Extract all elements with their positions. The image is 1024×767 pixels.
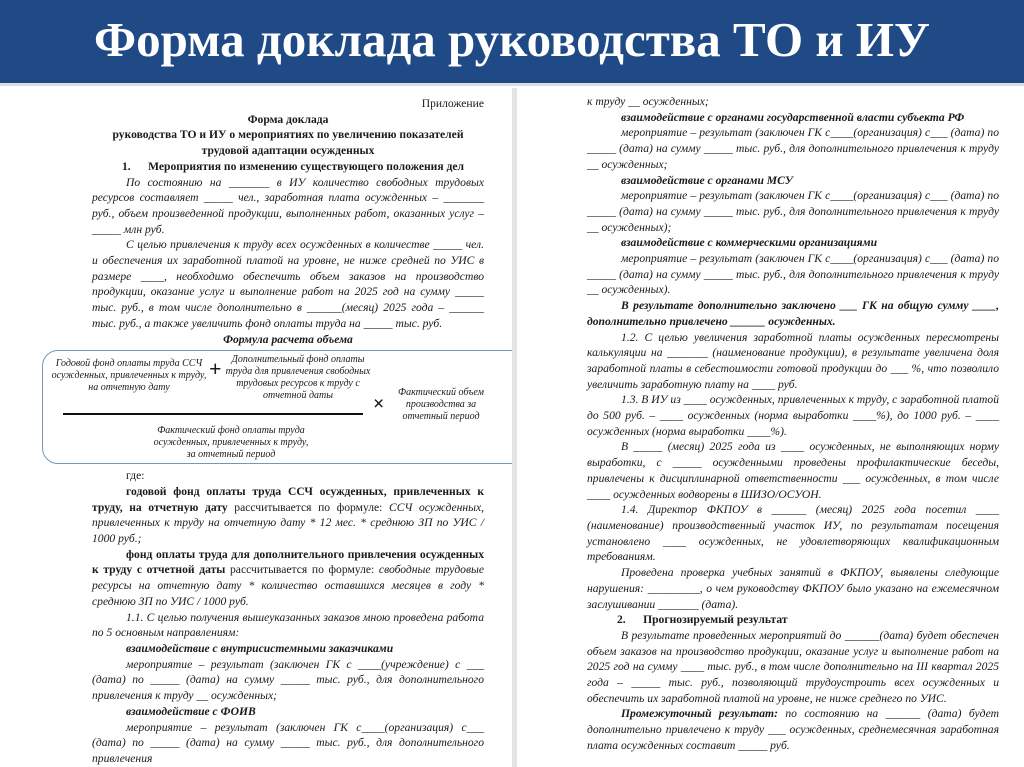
slide-header: [0, 0, 1024, 86]
text-run: Формула расчета объема: [223, 332, 353, 346]
formula-box: [42, 350, 512, 464]
text-run: С целью привлечения к труду всех осужденных в количестве _____ чел. и обеспечения их заработной платой на уровне, не ниже средней по УИС в размере ____, необходимо обеспечить объем заказов на производство продукции, оказание услуг и выполнение работ на 2025 год на сумму _____ тыс. руб., в том числе дополнительно в ______(месяц) 2025 года – ______ тыс. руб., а также увеличить фонд оплаты труда на _____ тыс. руб.: [92, 238, 484, 330]
text-run: свободные трудовые ресурсы на отчетную дату * количество оставшихся месяцев в году * среднюю ЗП по УИС / 1000 руб.: [92, 563, 485, 608]
document-page-left: [18, 88, 512, 767]
text-run: взаимодействие с органами государственной власти субъекта РФ: [621, 110, 965, 124]
text-run: взаимодействие с органами МСУ: [621, 173, 793, 187]
paragraph: [92, 175, 484, 238]
document-text-right: [587, 94, 999, 754]
formula-multiplier: Фактический объем производства за отчетный период: [398, 387, 484, 423]
paragraph: [92, 610, 484, 641]
paragraph: [92, 237, 484, 331]
paragraph: [587, 110, 999, 126]
paragraph: [587, 188, 999, 235]
paragraph: [92, 484, 484, 547]
paragraph: [92, 657, 484, 704]
text-run: 1.4. Директор ФКПОУ в ______ (месяц) 2025 года посетил ____ (наименование) производственный участок ИУ, по результатам посещения установлено ____ осужденных, не удовлетворяющих квалификационным требованиям.: [587, 503, 999, 564]
paragraph: [587, 628, 999, 707]
formula-numerator-left: Годовой фонд оплаты труда ССЧ осужденных, привлеченных к труду, на отчетную дату: [51, 358, 207, 394]
paragraph: [587, 235, 999, 251]
text-run: мероприятие – результат (заключен ГК с____(организация) с___ (дата) по _____ (дата) на сумму _____ тыс. руб., для дополнительного привлечения к труду __ осужденных;: [587, 126, 999, 171]
paragraph: [587, 706, 999, 753]
text-run: где:: [126, 469, 145, 483]
document-text-left: [51, 96, 485, 767]
paragraph: [92, 96, 484, 112]
text-run: 2. Прогнозируемый результат: [617, 613, 788, 627]
paragraph: [92, 332, 484, 348]
text-run: к труду __ осужденных;: [587, 95, 709, 108]
paragraph: [587, 330, 999, 393]
text-run: мероприятие – результат (заключен ГК с____(организация) с___ (дата) по _____ (дата) на сумму _____ тыс. руб., для дополнительного привлечения к труду __ осужденных);: [587, 189, 999, 234]
paragraph: [587, 392, 999, 439]
paragraph: [92, 112, 484, 128]
paragraph: [587, 439, 999, 502]
text-run: мероприятие – результат (заключен ГК с____(организация) с___ (дата) по _____ (дата) на сумму _____ тыс. руб., для дополнительного привлечения к труду __ осужденных).: [587, 252, 999, 297]
text-run: Промежуточный результат:: [621, 707, 786, 721]
text-run: фонд оплаты труда для дополнительного привлечения осужденных к труду с отчетной даты: [92, 547, 484, 577]
formula-denominator: Фактический фонд оплаты труда осужденных, привлеченных к труду, за отчетный период: [153, 425, 309, 461]
text-run: 1.3. В ИУ из ____ осужденных, привлеченных к труду, с заработной платой до 500 руб. – ____ осужденных (норма выработки ____%), до 1000 руб. – ____ осужденных (норма выработки ____%).: [587, 393, 999, 438]
text-run: В результате дополнительно заключено ___ ГК на общую сумму ____, дополнительно привлечено ______ осужденных.: [587, 299, 999, 328]
paragraph: [92, 159, 484, 175]
paragraph-group-1: [92, 96, 484, 347]
text-run: годовой фонд оплаты труда ССЧ осужденных, привлеченных к труду, на отчетную дату: [92, 484, 484, 514]
paragraph-group-2: [92, 468, 484, 766]
text-run: ССЧ осужденных, привлеченных к труду на отчетную дату * 12 мес. * среднюю ЗП по УИС / 1000 руб.;: [92, 500, 484, 546]
slide-title: Форма доклада руководства ТО и ИУ: [94, 12, 930, 67]
text-run: Приложение: [421, 97, 484, 110]
paragraph: [92, 720, 484, 767]
paragraph: [587, 502, 999, 565]
text-run: взаимодействие с коммерческими организациями: [621, 236, 878, 250]
paragraph: [587, 298, 999, 329]
text-run: по состоянию на ______ (дата) будет дополнительно привлечено к труду ___ осужденных, среднемесячная заработная плата осужденных составит _____ руб.: [587, 707, 999, 752]
text-run: Проведена проверка учебных занятий в ФКПОУ, выявлены следующие нарушения: _________, о чем руководству ФКПОУ было указано на ежемесячном заслушивании _______ (дата).: [587, 566, 999, 611]
paragraph: [92, 547, 484, 610]
text-run: мероприятие – результат (заключен ГК с____(организация) с___ (дата) по _____ (дата) на сумму _____ тыс. руб., для дополнительного привлечения: [92, 720, 484, 765]
text-run: рассчитывается по формуле:: [227, 500, 390, 514]
text-run: По состоянию на _______ в ИУ количество свободных трудовых ресурсов составляет _____ чел., заработная плата осужденных – _______ руб., объем произведенной продукции, выполненных работ, оказанных услуг – _____ млн руб.: [92, 175, 484, 236]
paragraph: [92, 704, 484, 720]
text-run: 1.2. С целью увеличения заработной платы осужденных пересмотрены калькуляции на _______ (наименование продукции), в результате увеличена доля заработной платы в себестоимости готовой продукции до ___ %, что позволило увеличить заработную плату на ____ руб.: [587, 330, 999, 391]
paragraph: [587, 612, 999, 628]
text-run: мероприятие – результат (заключен ГК с ____(учреждение) с ___ (дата) по _____ (дата) на сумму _____ тыс. руб., для дополнительного привлечения к труду __ осужденных;: [92, 657, 484, 703]
text-run: взаимодействие с ФОИВ: [126, 704, 256, 718]
text-run: В результате проведенных мероприятий до ______(дата) будет обеспечен объем заказов на производство продукции, оказание услуг и выполнение работ на 2025 год на сумму ____ тыс. руб., в том числе дополнительно на III квартал 2025 года – _____ тыс. руб., позволяющий трудоустроить всех осужденных и обеспечить их заработной платой на уровне, не ниже среднего по УИС.: [587, 628, 999, 705]
plus-sign: +: [209, 356, 222, 382]
times-sign: ×: [373, 393, 385, 416]
formula-numerator-right: Дополнительный фонд оплаты труда для привлечения свободных трудовых ресурсов к труду с отчетной даты: [225, 354, 371, 402]
paragraph: [587, 94, 999, 110]
text-run: 1. Мероприятия по изменению существующего положения дел: [122, 159, 465, 173]
paragraph: [92, 127, 484, 158]
text-run: Форма доклада: [247, 112, 329, 126]
text-run: 1.1. С целью получения вышеуказанных заказов мною проведена работа по 5 основным направлениям:: [92, 610, 484, 640]
text-run: В _____ (месяц) 2025 года из ____ осужденных, не выполняющих норму выработки, с _____ осужденными проведены профилактические беседы, привлечены к дисциплинарной ответственности ___ осужденных, в том числе ____ осужденных водворены в ШИЗО/ОСУОН.: [587, 440, 999, 501]
paragraph: [92, 641, 484, 657]
text-run: руководства ТО и ИУ о мероприятиях по увеличению показателей трудовой адаптации осужденных: [112, 128, 464, 158]
document-page-right: [517, 88, 1010, 767]
paragraph: [92, 468, 484, 484]
paragraph: [587, 173, 999, 189]
paragraph-group-3: [587, 94, 999, 754]
paragraph: [587, 125, 999, 172]
paragraph: [587, 251, 999, 298]
text-run: рассчитывается по формуле:: [225, 563, 379, 577]
fraction-line: [63, 413, 363, 415]
paragraph: [587, 565, 999, 612]
text-run: взаимодействие с внутрисистемными заказчиками: [126, 641, 394, 655]
